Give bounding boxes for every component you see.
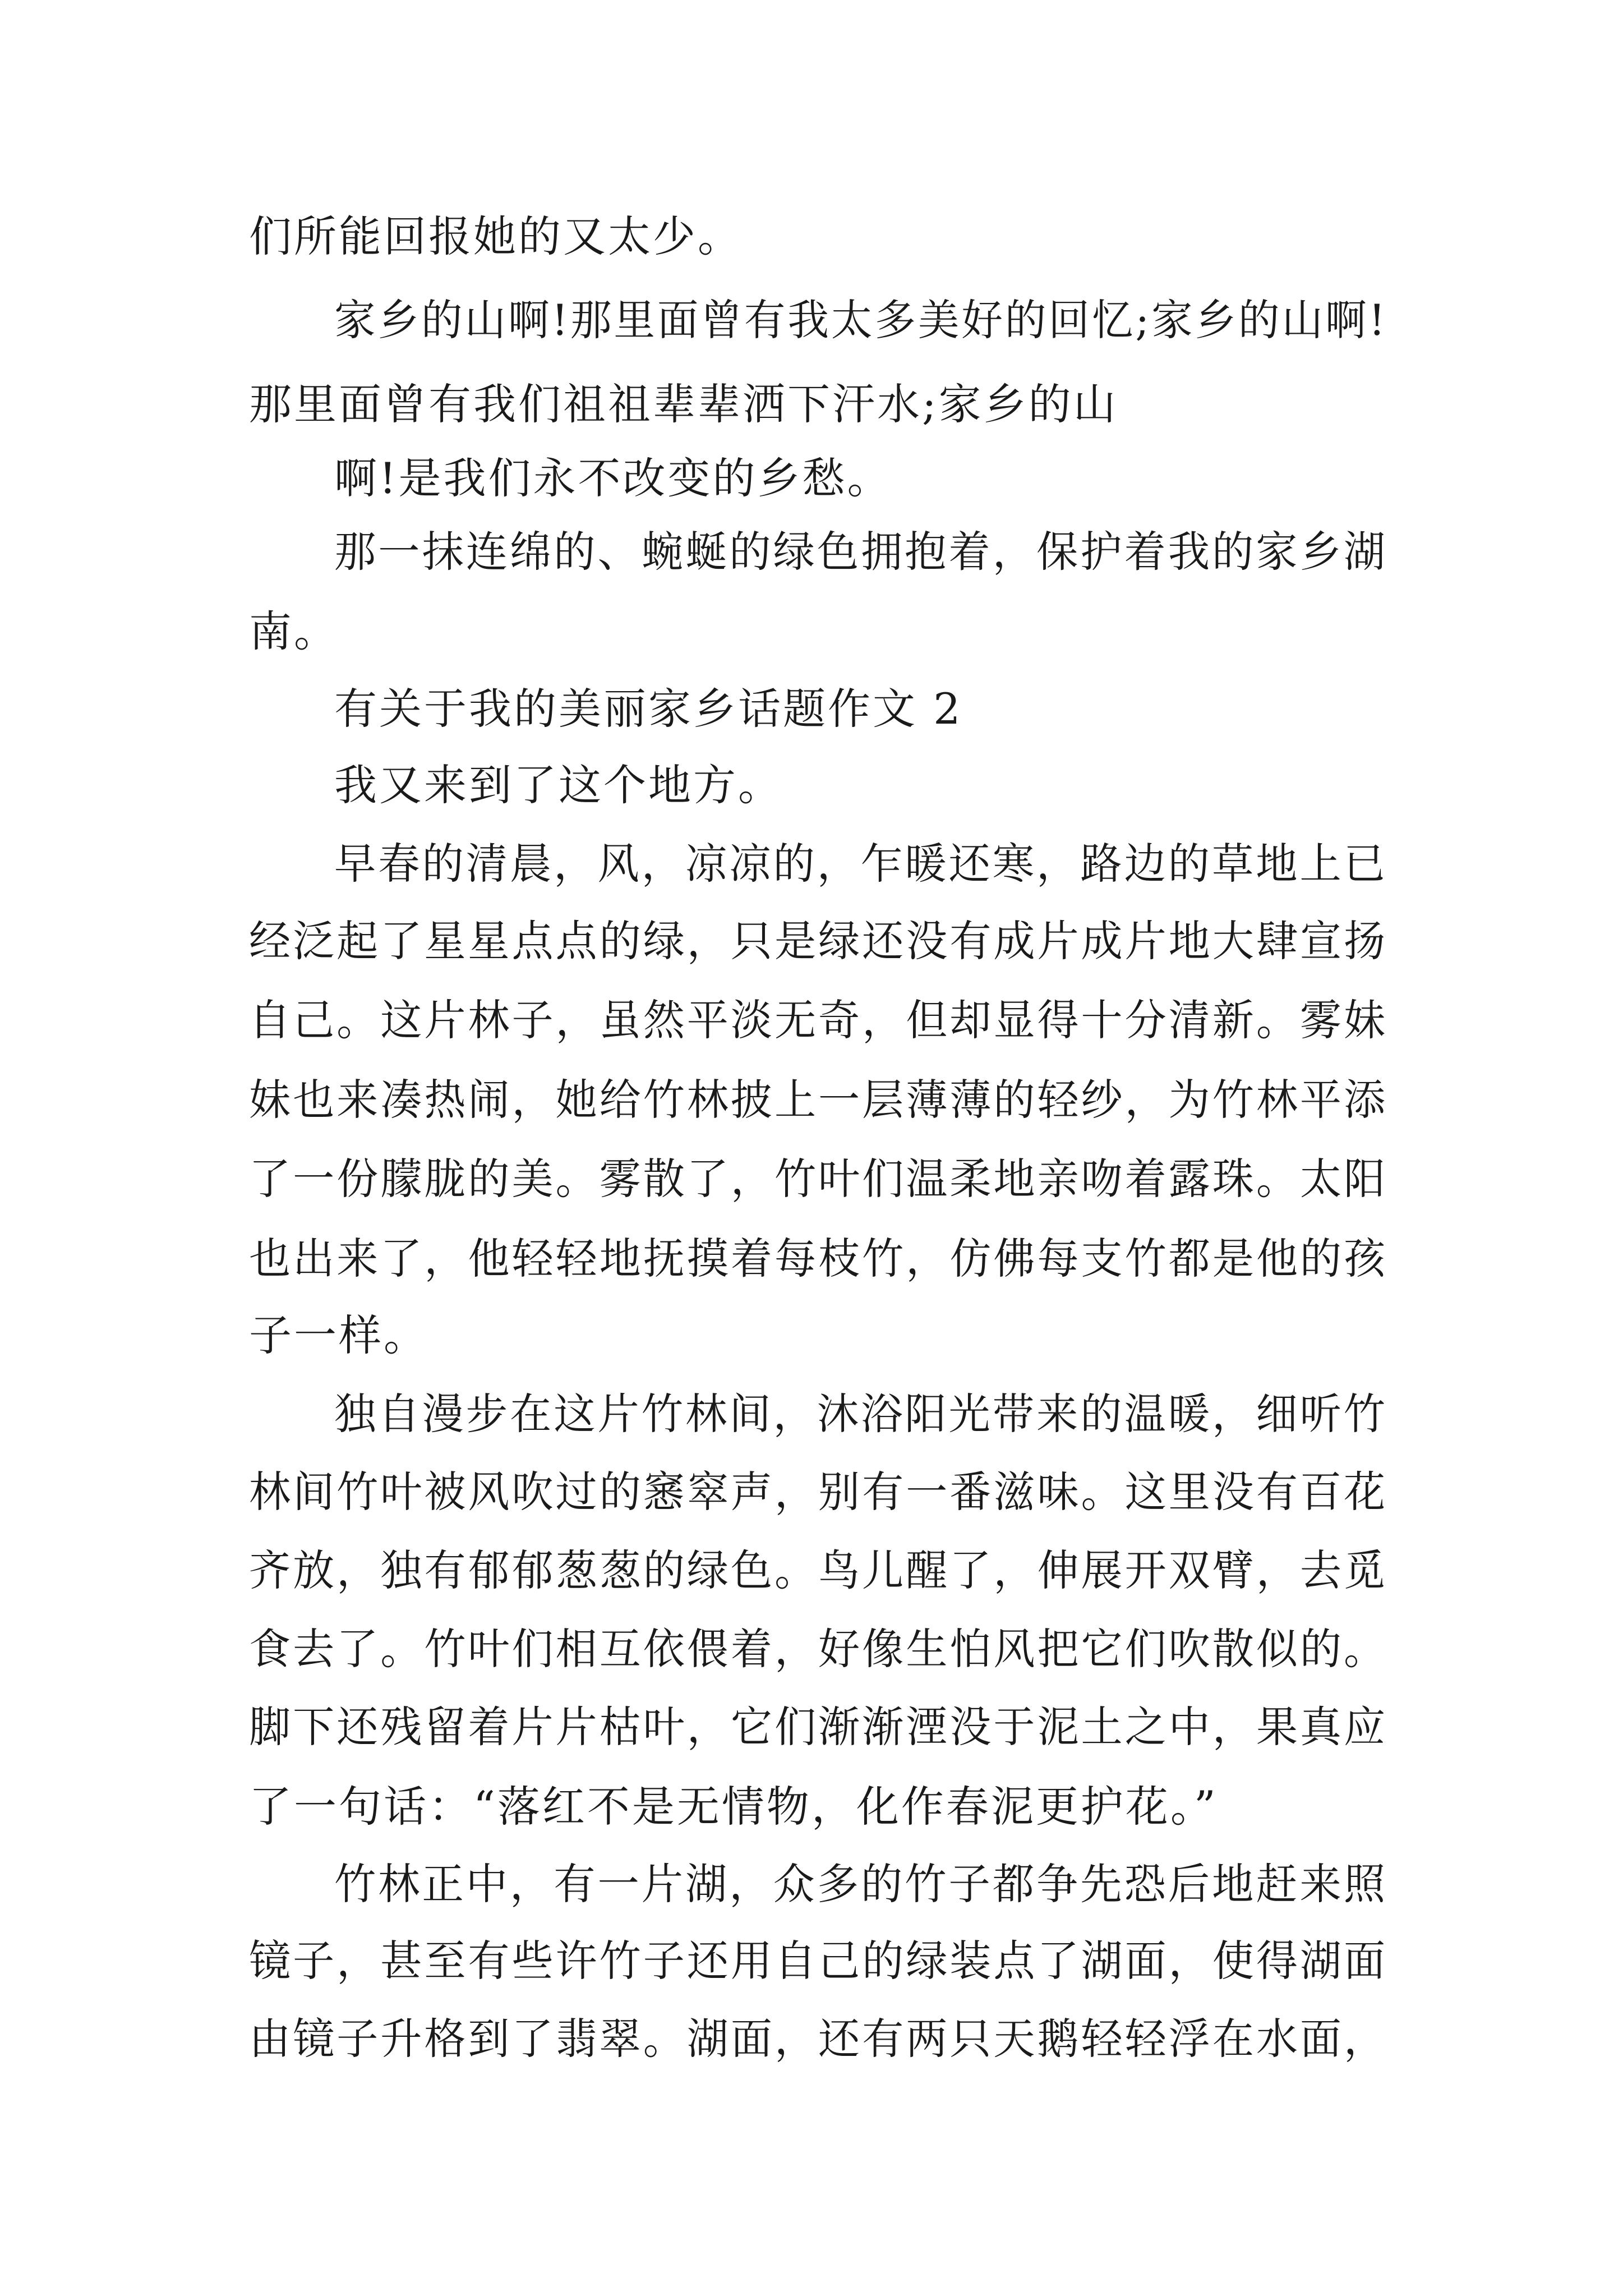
text-line: 竹林正中，有一片湖，众多的竹子都争先恐后地赶来照	[334, 1859, 1387, 1909]
text-line: 妹也来凑热闹，她给竹林披上一层薄薄的轻纱，为竹林平添	[249, 1075, 1388, 1125]
text-line: 啊!是我们永不改变的乡愁。	[334, 453, 892, 503]
text-line: 我又来到了这个地方。	[334, 760, 783, 810]
text-line: 子一样。	[249, 1310, 428, 1360]
text-line: 脚下还残留着片片枯叶，它们渐渐湮没于泥土之中，果真应	[249, 1702, 1388, 1752]
text-line: 们所能回报她的又太少。	[249, 211, 743, 261]
text-line: 早春的清晨，风，凉凉的，乍暖还寒，路边的草地上已	[334, 839, 1387, 889]
text-line: 了一句话：“落红不是无情物，化作春泥更护花。”	[249, 1782, 1218, 1832]
text-line: 经泛起了星星点点的绿，只是绿还没有成片成片地大肆宣扬	[249, 916, 1388, 966]
text-line: 那一抹连绵的、蜿蜒的绿色拥抱着，保护着我的家乡湖	[334, 527, 1387, 577]
text-line: 也出来了，他轻轻地抚摸着每枝竹，仿佛每支竹都是他的孩	[249, 1234, 1388, 1283]
text-line: 南。	[249, 606, 339, 656]
text-line: 自己。这片林子，虽然平淡无奇，但却显得十分清新。雾妹	[249, 995, 1388, 1045]
text-line: 林间竹叶被风吹过的窸窣声，别有一番滋味。这里没有百花	[249, 1467, 1388, 1517]
text-line: 独自漫步在这片竹林间，沐浴阳光带来的温暖，细听竹	[334, 1389, 1387, 1439]
text-line: 由镜子升格到了翡翠。湖面，还有两只天鹅轻轻浮在水面，	[249, 2014, 1388, 2064]
text-line: 了一份朦胧的美。雾散了，竹叶们温柔地亲吻着露珠。太阳	[249, 1154, 1388, 1204]
text-line: 食去了。竹叶们相互依偎着，好像生怕风把它们吹散似的。	[249, 1624, 1388, 1674]
text-line: 那里面曾有我们祖祖辈辈洒下汗水;家乡的山	[249, 379, 1118, 429]
section-heading: 有关于我的美丽家乡话题作文 2	[334, 684, 963, 734]
text-line: 齐放，独有郁郁葱葱的绿色。鸟儿醒了，伸展开双臂，去觅	[249, 1545, 1388, 1595]
text-line: 家乡的山啊!那里面曾有我太多美好的回忆;家乡的山啊!	[334, 295, 1388, 345]
text-line: 镜子，甚至有些许竹子还用自己的绿装点了湖面，使得湖面	[249, 1936, 1388, 1986]
